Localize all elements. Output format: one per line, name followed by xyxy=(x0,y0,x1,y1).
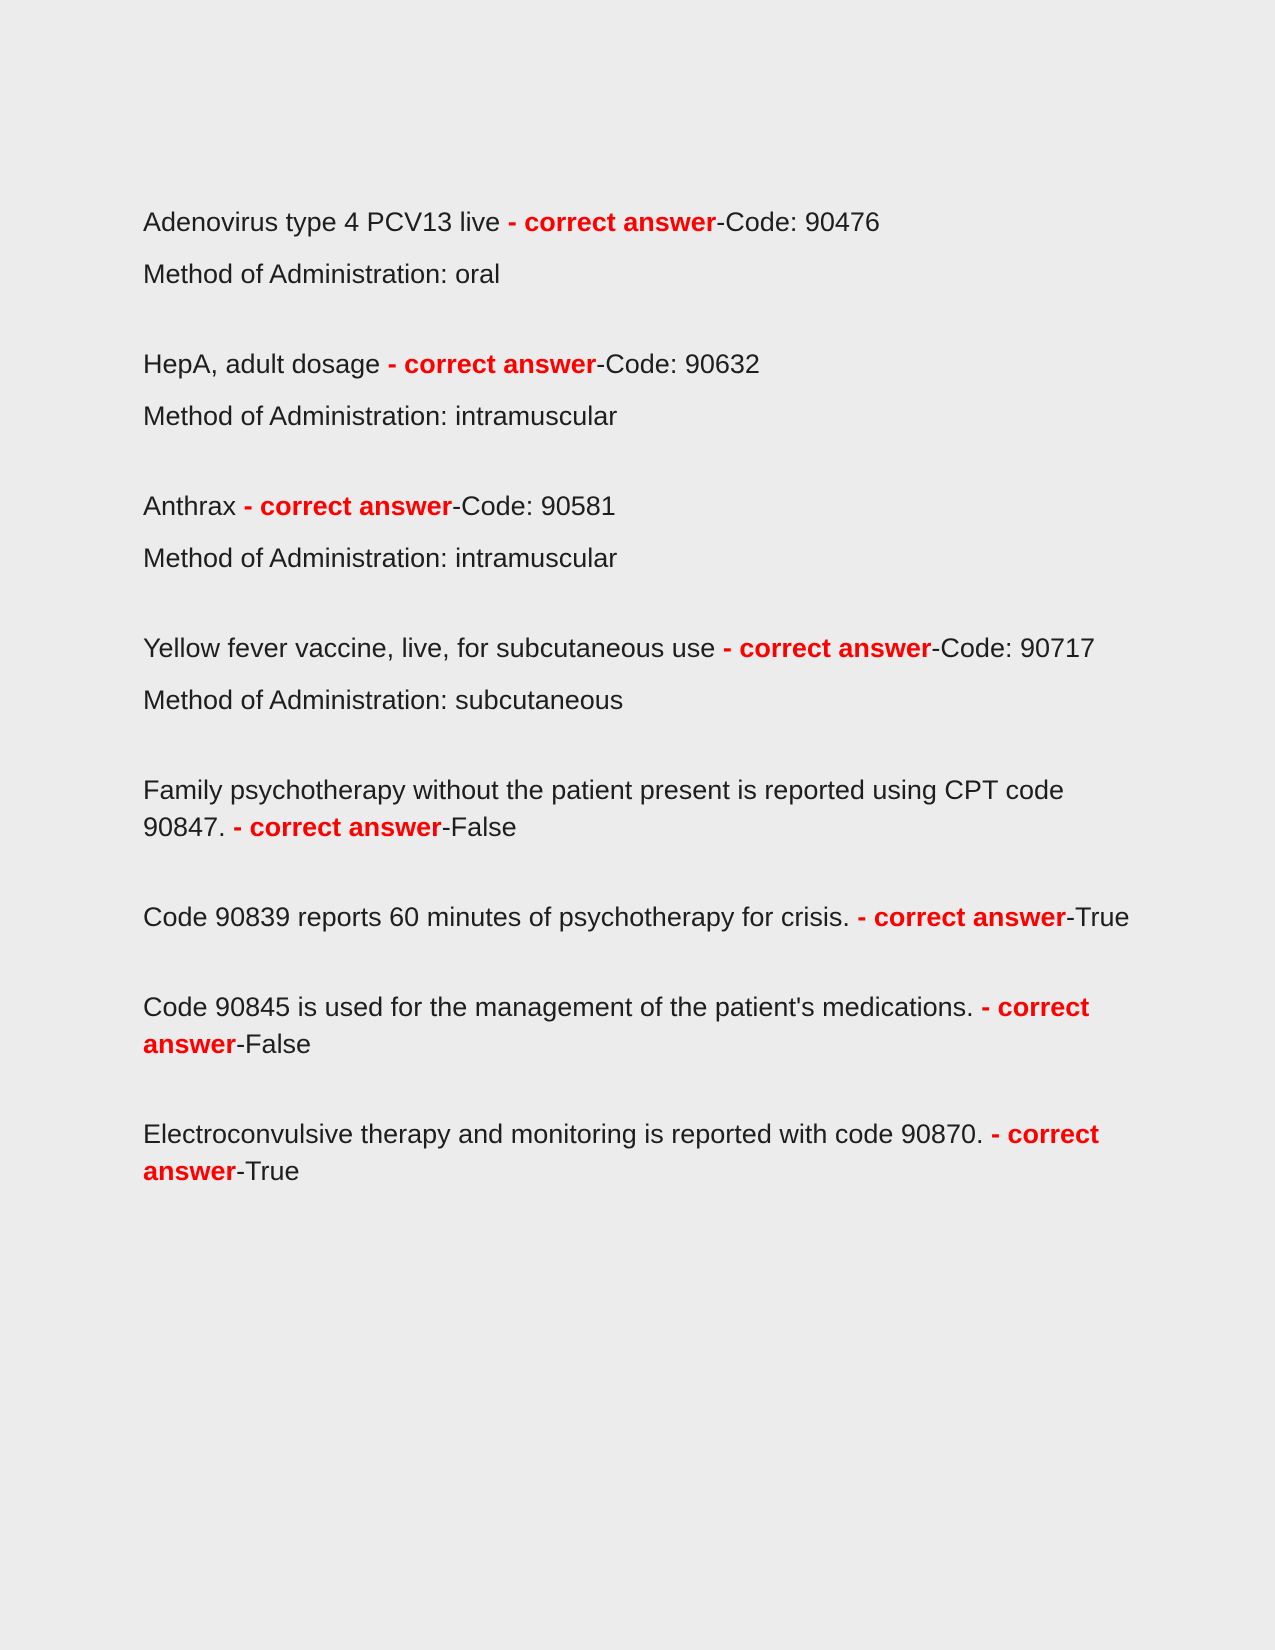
answer-text: -False xyxy=(236,1029,312,1059)
answer-text: -True xyxy=(1065,902,1130,932)
question-text: Yellow fever vaccine, live, for subcutaneous use xyxy=(143,633,723,663)
qa-entry xyxy=(143,899,1143,936)
qa-entry xyxy=(143,1116,1143,1190)
qa-entry xyxy=(143,346,1143,435)
question-text: Code 90839 reports 60 minutes of psychotherapy for crisis. xyxy=(143,902,858,932)
answer-text: -Code: 90581 xyxy=(452,491,616,521)
answer-text: -Code: 90632 xyxy=(596,349,760,379)
qa-question-line xyxy=(143,630,1143,667)
answer-text: -Code: 90717 xyxy=(931,633,1096,663)
qa-question-line xyxy=(143,346,1143,383)
question-text: Adenovirus type 4 PCV13 live xyxy=(143,207,508,237)
qa-question-line xyxy=(143,899,1143,936)
correct-answer-marker: - correct answer xyxy=(233,812,442,842)
correct-answer-marker: - correct answer xyxy=(857,902,1066,932)
correct-answer-marker: - correct answer xyxy=(243,491,453,521)
answer-text: -True xyxy=(236,1156,300,1186)
question-text: Electroconvulsive therapy and monitoring is reported with code 90870. xyxy=(143,1119,991,1149)
qa-question-line xyxy=(143,204,1143,241)
qa-question-line xyxy=(143,1116,1143,1190)
correct-answer-marker: - correct answer xyxy=(143,1119,1100,1186)
qa-detail-line: Method of Administration: intramuscular xyxy=(143,401,618,431)
answer-text: -Code: 90476 xyxy=(716,207,880,237)
qa-entry xyxy=(143,488,1143,577)
qa-question-line xyxy=(143,488,1143,525)
qa-question-line xyxy=(143,772,1143,846)
qa-entry xyxy=(143,989,1143,1063)
answer-text: -False xyxy=(441,812,517,842)
correct-answer-marker: - correct answer xyxy=(507,207,717,237)
qa-detail-line: Method of Administration: oral xyxy=(143,259,501,289)
correct-answer-marker: - correct answer xyxy=(722,633,932,663)
qa-detail-line: Method of Administration: intramuscular xyxy=(143,543,618,573)
question-text: Code 90845 is used for the management of the patient's medications. xyxy=(143,992,982,1022)
qa-entry xyxy=(143,204,1143,293)
correct-answer-marker: - correct answer xyxy=(387,349,597,379)
qa-question-line xyxy=(143,989,1143,1063)
correct-answer-marker: - correct answer xyxy=(143,992,1090,1059)
question-text: HepA, adult dosage xyxy=(143,349,388,379)
question-text: Family psychotherapy without the patient present is reported using CPT code 90847. xyxy=(143,775,1064,842)
qa-entry xyxy=(143,772,1143,846)
qa-entry xyxy=(143,630,1143,719)
qa-detail-line: Method of Administration: subcutaneous xyxy=(143,685,624,715)
question-text: Anthrax xyxy=(143,491,244,521)
